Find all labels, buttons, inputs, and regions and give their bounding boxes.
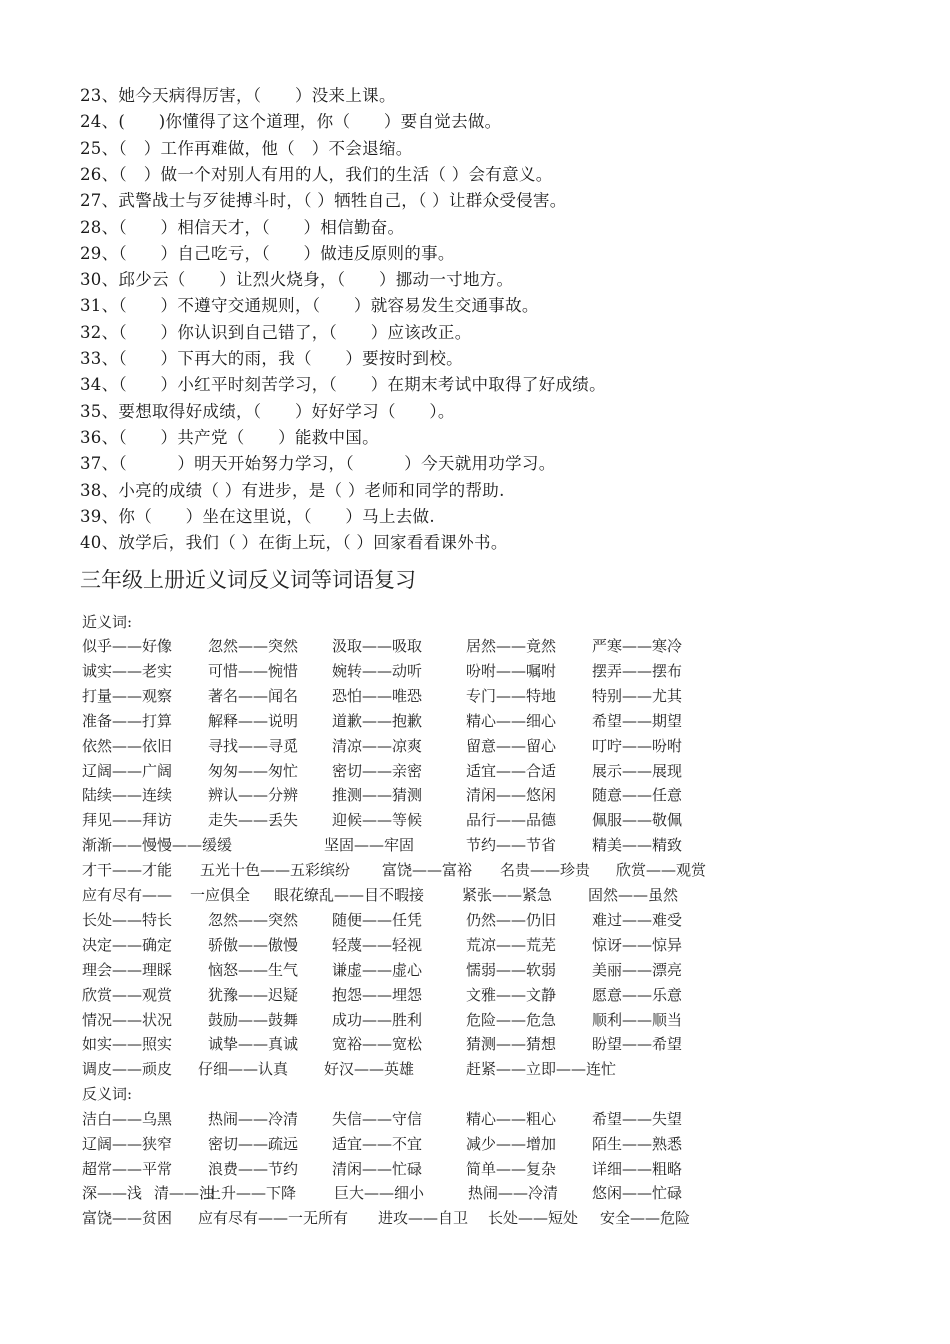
synonym-pair: 谦虚——虚心 — [332, 960, 423, 979]
synonym-pair: 坚固——牢固 — [324, 836, 415, 855]
question-line: 28、（ ）相信天才，（ ）相信勤奋。 — [80, 217, 405, 237]
synonym-pair: 陆续——连续 — [82, 786, 173, 805]
synonym-pair: 节约——节省 — [466, 836, 557, 855]
synonym-pair: 清凉——凉爽 — [332, 736, 423, 755]
antonym-pair: 巨大——细小 — [334, 1184, 425, 1203]
synonym-pair: 抱怨——埋怨 — [332, 985, 423, 1004]
antonym-pair: 热闹——冷清 — [208, 1110, 299, 1128]
synonym-pair: 犹豫——迟疑 — [208, 985, 299, 1004]
synonym-pair: 著名——闻名 — [208, 686, 299, 705]
question-line: 29、（ ）自己吃亏，（ ）做违反原则的事。 — [80, 243, 455, 263]
synonym-pair: 盼望——希望 — [592, 1035, 683, 1054]
synonym-pair: 难过——难受 — [592, 910, 683, 929]
synonym-pair: 摆弄——摆布 — [592, 661, 683, 680]
synonym-pair: 应有尽有—— — [82, 886, 173, 904]
synonym-pair: 仍然——仍旧 — [466, 910, 557, 929]
synonym-pair: 恐怕——唯恐 — [332, 686, 423, 705]
synonym-pair: 精美——精致 — [592, 836, 683, 855]
synonym-pair: 猜测——猜想 — [466, 1035, 557, 1054]
synonym-pair: 五光十色——五彩缤纷 — [200, 861, 351, 880]
synonym-pair: 推测——猜测 — [332, 786, 423, 805]
synonym-pair: 愿意——乐意 — [592, 985, 683, 1004]
synonym-pair: 忽然——突然 — [208, 910, 299, 929]
question-line: 27、武警战士与歹徒搏斗时，（ ）牺牲自己，（ ）让群众受侵害。 — [80, 191, 567, 211]
synonym-pair: 严寒——寒冷 — [592, 637, 683, 655]
synonym-pair: 宽裕——宽松 — [332, 1035, 423, 1054]
synonym-pair: 匆匆——匆忙 — [208, 761, 299, 780]
question-line: 35、要想取得好成绩，（ ）好好学习（ ）。 — [80, 401, 455, 421]
synonym-pair: 辨认——分辨 — [208, 786, 299, 805]
synonym-pair: 鼓励——鼓舞 — [208, 1010, 299, 1029]
synonym-pair: 希望——期望 — [592, 711, 683, 730]
synonym-pair: 一应俱全 — [190, 886, 251, 904]
synonym-pair: 欣赏——观赏 — [82, 985, 173, 1004]
antonym-pair: 应有尽有——一无所有 — [198, 1209, 349, 1228]
section-title: 三年级上册近义词反义词等词语复习 — [80, 568, 416, 592]
synonym-pair: 留意——留心 — [466, 736, 557, 755]
synonym-pair: 危险——危急 — [466, 1010, 557, 1029]
synonym-pair: 赶紧——立即——连忙 — [466, 1060, 617, 1079]
synonym-pair: 随便——任凭 — [332, 910, 423, 929]
question-line: 25、（ ）工作再难做，他（ ）不会退缩。 — [80, 138, 413, 158]
synonym-pair: 固然——虽然 — [588, 886, 679, 904]
synonym-pair: 吩咐——嘱咐 — [466, 661, 557, 680]
synonym-pair: 荒凉——荒芜 — [466, 935, 557, 954]
synonym-pair: 顺利——顺当 — [592, 1010, 683, 1029]
synonym-pair: 精心——细心 — [466, 711, 557, 730]
question-line: 24、( )你懂得了这个道理，你（ ）要自觉去做。 — [80, 112, 502, 132]
antonym-pair: 悠闲——忙碌 — [592, 1184, 683, 1203]
question-line: 39、你（ ）坐在这里说，（ ）马上去做. — [80, 506, 435, 526]
synonym-pair: 准备——打算 — [82, 711, 173, 730]
synonym-pair: 似乎——好像 — [82, 637, 173, 655]
synonyms-heading: 近义词: — [82, 613, 133, 631]
synonym-pair: 居然——竟然 — [466, 637, 557, 655]
synonym-pair: 文雅——文静 — [466, 985, 557, 1004]
synonym-pair: 随意——任意 — [592, 786, 683, 805]
question-line: 36、（ ）共产党（ ）能救中国。 — [80, 427, 379, 447]
antonym-pair: 清闲——忙碌 — [332, 1159, 423, 1178]
synonym-pair: 惊讶——惊异 — [592, 935, 683, 954]
synonym-pair: 欣赏——观赏 — [616, 861, 707, 880]
antonym-pair: 热闹——冷清 — [468, 1184, 559, 1203]
synonym-pair: 迎候——等候 — [332, 811, 423, 830]
synonym-pair: 懦弱——软弱 — [466, 960, 557, 979]
question-line: 38、小亮的成绩（ ）有进步，是（ ）老师和同学的帮助. — [80, 480, 505, 500]
synonym-pair: 成功——胜利 — [332, 1010, 423, 1029]
question-line: 30、邱少云（ ）让烈火烧身，（ ）挪动一寸地方。 — [80, 270, 514, 290]
synonym-pair: 才干——才能 — [82, 861, 173, 880]
synonym-pair: 理会——理睬 — [82, 960, 173, 979]
question-line: 33、（ ）下再大的雨，我（ ）要按时到校。 — [80, 349, 463, 368]
synonym-pair: 婉转——动听 — [332, 661, 423, 680]
question-line: 23、她今天病得厉害，（ ）没来上课。 — [80, 86, 396, 105]
synonym-pair: 解释——说明 — [208, 711, 299, 730]
synonym-pair: 忽然——突然 — [208, 637, 299, 655]
antonym-pair: 陌生——熟悉 — [592, 1134, 683, 1153]
synonym-pair: 道歉——抱歉 — [332, 711, 423, 730]
synonym-pair: 依然——依旧 — [82, 736, 173, 755]
synonym-pair: 如实——照实 — [82, 1035, 173, 1054]
antonym-pair: 洁白——乌黑 — [82, 1110, 173, 1128]
antonym-pair: 失信——守信 — [332, 1110, 423, 1128]
antonym-pair: 超常——平常 — [82, 1159, 173, 1178]
question-line: 31、（ ）不遵守交通规则，（ ）就容易发生交通事故。 — [80, 296, 539, 316]
synonym-pair: 品行——品德 — [466, 811, 557, 830]
antonym-pair: 精心——粗心 — [466, 1110, 557, 1128]
synonym-pair: 眼花缭乱——目不暇接 — [274, 886, 425, 904]
synonym-pair: 名贵——珍贵 — [500, 861, 591, 880]
synonym-pair: 适宜——合适 — [466, 761, 557, 780]
synonym-pair: 专门——特地 — [466, 686, 557, 705]
synonym-pair: 展示——展现 — [592, 761, 683, 780]
antonym-pair: 详细——粗略 — [592, 1159, 683, 1178]
synonym-pair: 密切——亲密 — [332, 761, 423, 780]
synonym-pair: 长处——特长 — [82, 910, 173, 929]
antonym-pair: 浪费——节约 — [208, 1159, 299, 1178]
antonym-pair: 简单——复杂 — [466, 1159, 557, 1178]
synonym-pair: 打量——观察 — [82, 686, 173, 705]
synonym-pair: 清闲——悠闲 — [466, 786, 557, 805]
synonym-pair: 紧张——紧急 — [462, 886, 553, 904]
synonym-pair: 轻蔑——轻视 — [332, 935, 423, 954]
synonym-pair: 富饶——富裕 — [382, 861, 473, 880]
synonym-pair: 决定——确定 — [82, 935, 173, 954]
antonym-pair: 上升——下降 — [206, 1184, 297, 1203]
synonym-pair: 仔细——认真 — [198, 1060, 289, 1079]
antonym-pair: 清——浊 — [154, 1184, 215, 1203]
antonym-pair: 深——浅 — [82, 1184, 143, 1203]
synonym-pair: 渐渐——慢慢——缓缓 — [82, 836, 233, 855]
question-line: 26、（ ）做一个对别人有用的人，我们的生活（ ）会有意义。 — [80, 164, 553, 184]
synonym-pair: 特别——尤其 — [592, 686, 683, 705]
synonym-pair: 情况——状况 — [82, 1010, 173, 1029]
question-line: 34、（ ）小红平时刻苦学习，（ ）在期末考试中取得了好成绩。 — [80, 375, 606, 395]
antonym-pair: 辽阔——狭窄 — [82, 1134, 173, 1153]
synonym-pair: 诚挚——真诚 — [208, 1035, 299, 1054]
antonyms-heading: 反义词: — [82, 1085, 133, 1103]
antonym-pair: 进攻——自卫 — [378, 1209, 469, 1228]
synonym-pair: 辽阔——广阔 — [82, 761, 173, 780]
synonym-pair: 佩服——敬佩 — [592, 811, 683, 830]
synonym-pair: 走失——丢失 — [208, 811, 299, 830]
question-line: 32、（ ）你认识到自己错了，（ ）应该改正。 — [80, 322, 472, 342]
synonym-pair: 可惜——惋惜 — [208, 661, 299, 680]
synonym-pair: 寻找——寻觅 — [208, 736, 299, 755]
synonym-pair: 骄傲——傲慢 — [208, 935, 299, 954]
antonym-pair: 安全——危险 — [600, 1209, 691, 1228]
synonym-pair: 汲取——吸取 — [332, 637, 423, 655]
synonym-pair: 叮咛——吩咐 — [592, 736, 683, 755]
synonym-pair: 恼怒——生气 — [208, 960, 299, 979]
synonym-pair: 拜见——拜访 — [82, 811, 173, 830]
antonym-pair: 适宜——不宜 — [332, 1134, 423, 1153]
synonym-pair: 调皮——顽皮 — [82, 1060, 173, 1079]
antonym-pair: 富饶——贫困 — [82, 1209, 173, 1228]
antonym-pair: 密切——疏远 — [208, 1134, 299, 1153]
question-line: 40、放学后，我们（ ）在街上玩，（ ）回家看看课外书。 — [80, 533, 508, 553]
synonym-pair: 诚实——老实 — [82, 661, 173, 680]
antonym-pair: 减少——增加 — [466, 1134, 557, 1153]
antonym-pair: 长处——短处 — [488, 1209, 579, 1228]
question-line: 37、（ ）明天开始努力学习，（ ）今天就用功学习。 — [80, 454, 556, 474]
antonym-pair: 希望——失望 — [592, 1110, 683, 1128]
synonym-pair: 美丽——漂亮 — [592, 960, 683, 979]
synonym-pair: 好汉——英雄 — [324, 1060, 415, 1079]
